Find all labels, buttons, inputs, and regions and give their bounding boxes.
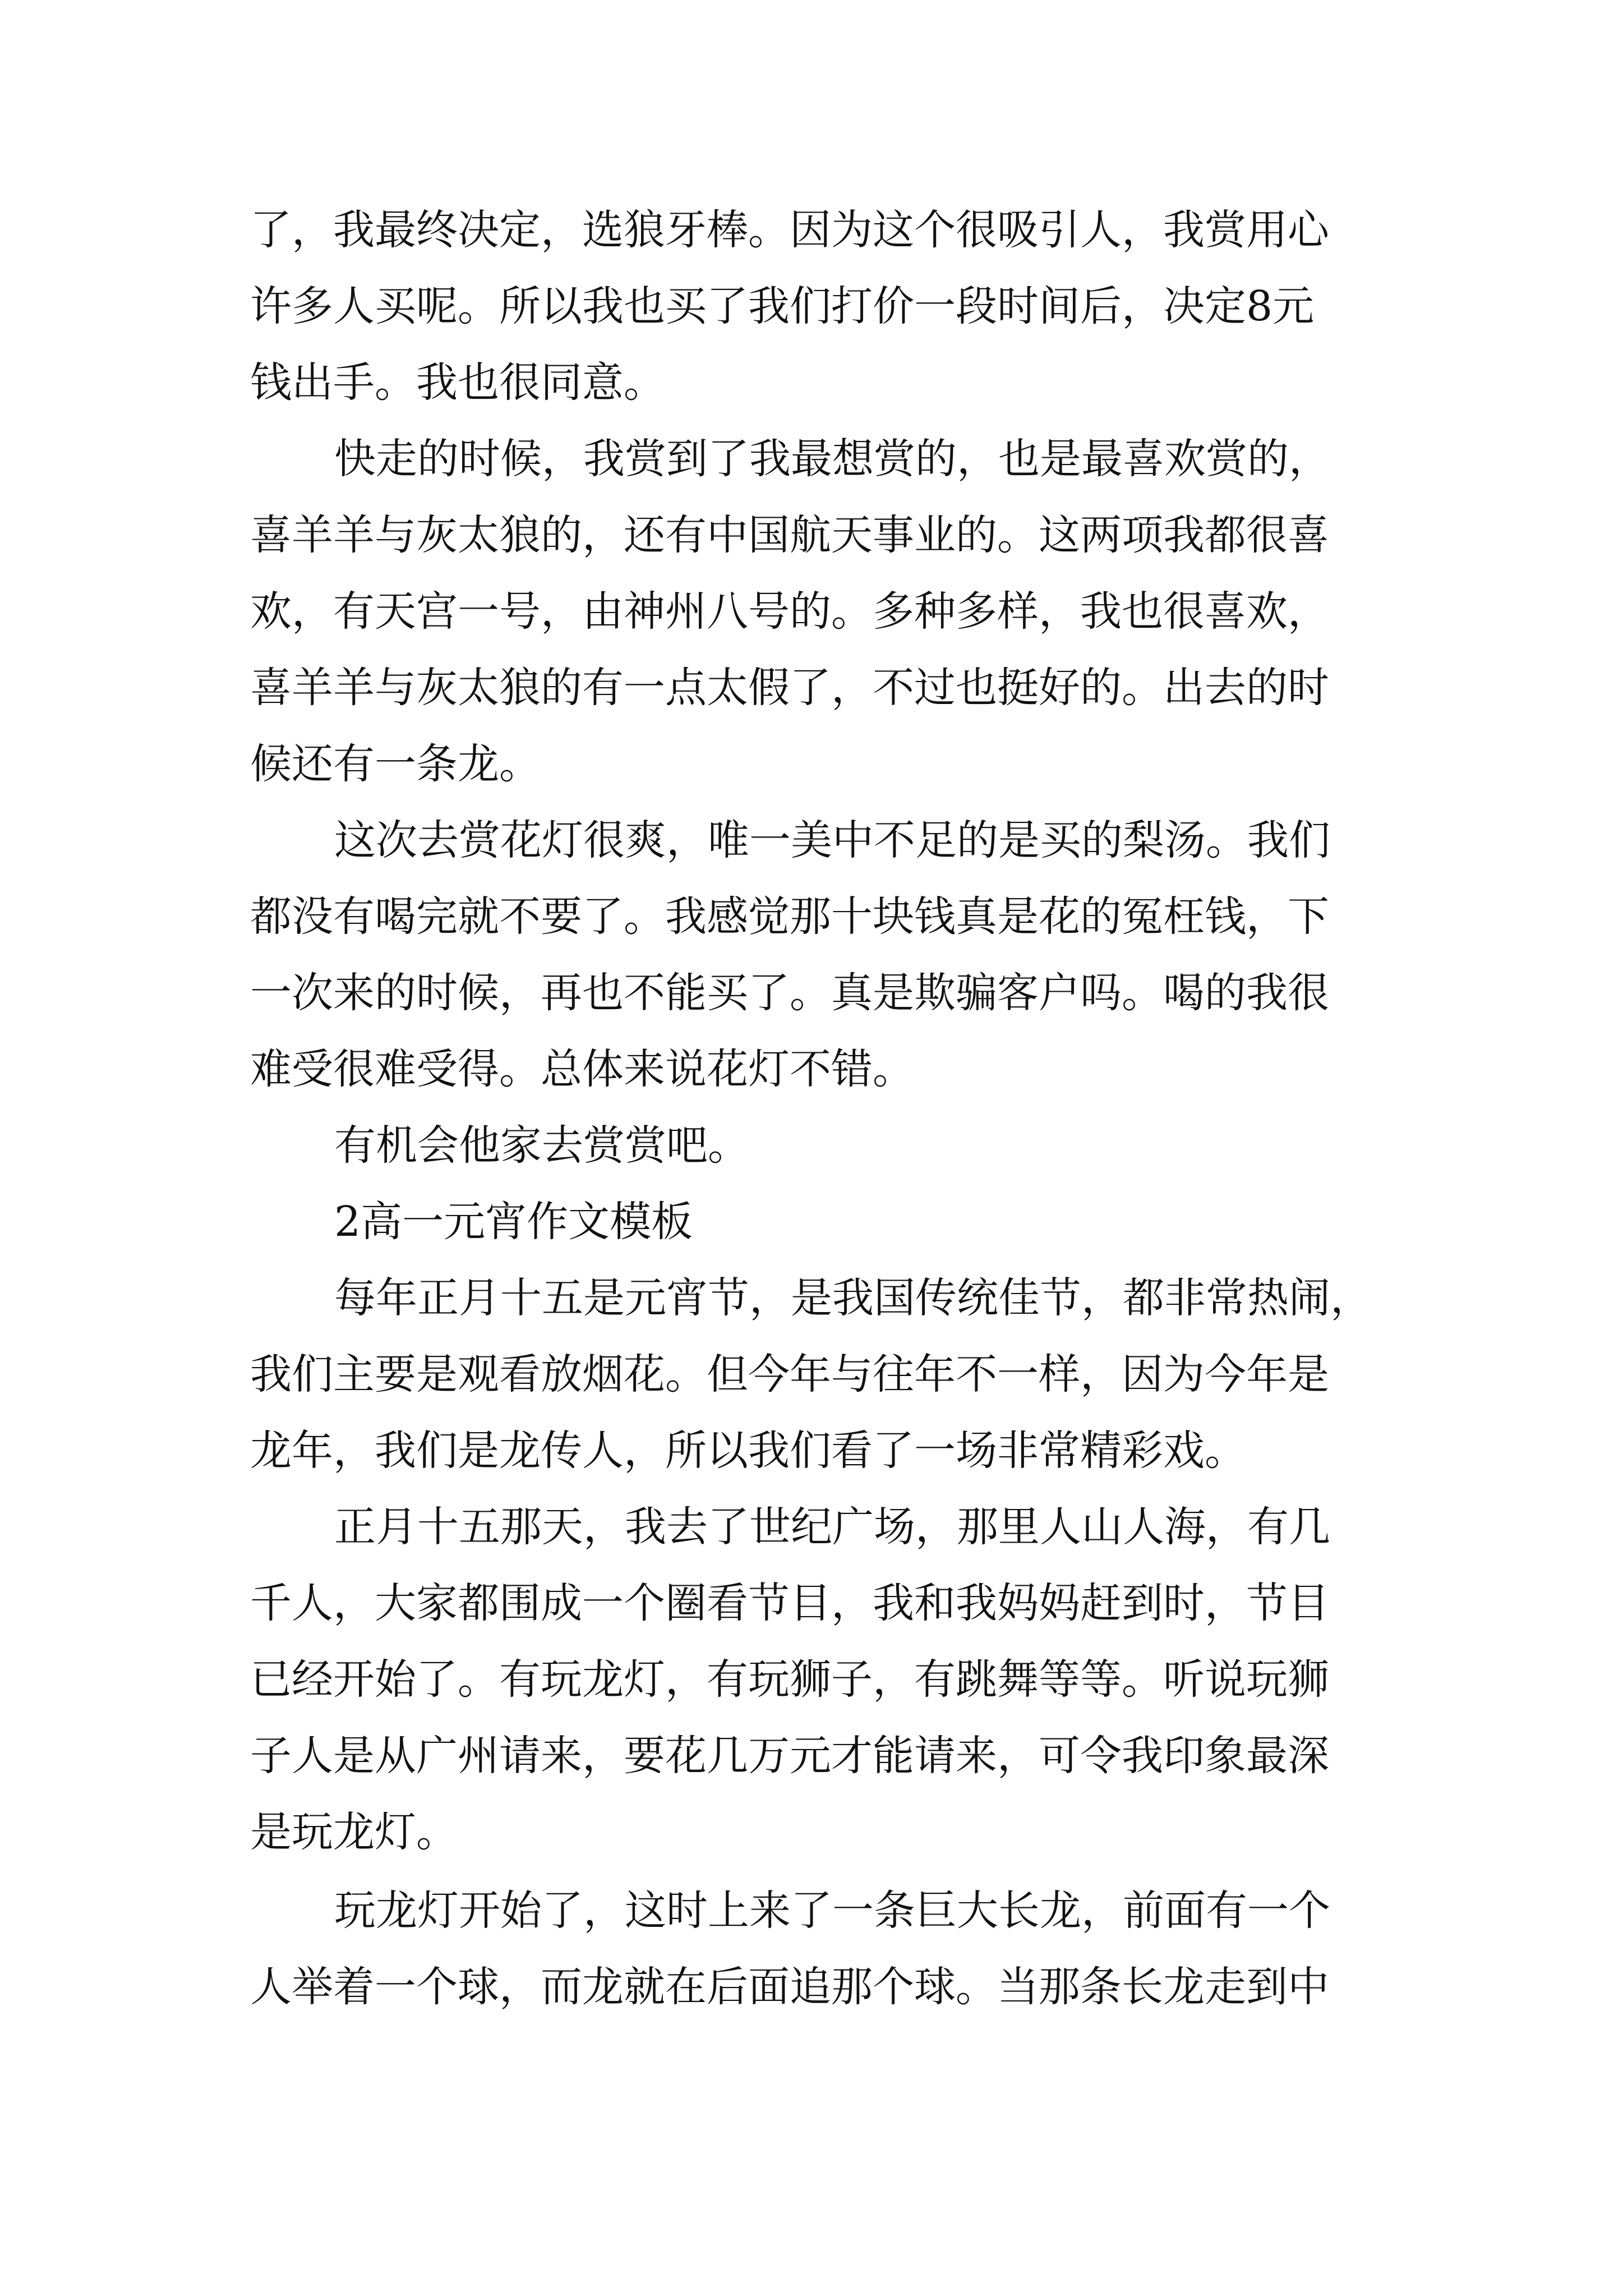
text-line: 都没有喝完就不要了。我感觉那十块钱真是花的冤枉钱，下 bbox=[250, 892, 1329, 941]
text-line: 了，我最终决定，选狼牙棒。因为这个很吸引人，我赏用心 bbox=[250, 206, 1329, 254]
text-line: 快走的时候，我赏到了我最想赏的，也是最喜欢赏的， bbox=[334, 435, 1330, 483]
text-line: 龙年，我们是龙传人，所以我们看了一场非常精彩戏。 bbox=[250, 1427, 1246, 1475]
text-line: 难受很难受得。总体来说花灯不错。 bbox=[250, 1045, 914, 1093]
text-line: 候还有一条龙。 bbox=[250, 740, 541, 788]
text-line: 每年正月十五是元宵节，是我国传统佳节，都非常热闹， bbox=[334, 1274, 1372, 1322]
text-line: 子人是从广州请来，要花几万元才能请来，可令我印象最深 bbox=[250, 1732, 1329, 1780]
text-line: 喜羊羊与灰太狼的，还有中国航天事业的。这两项我都很喜 bbox=[250, 511, 1329, 559]
text-line: 玩龙灯开始了，这时上来了一条巨大长龙，前面有一个 bbox=[334, 1887, 1330, 1935]
text-line: 这次去赏花灯很爽，唯一美中不足的是买的梨汤。我们 bbox=[334, 816, 1330, 864]
section-heading: 2高一元宵作文模板 bbox=[334, 1198, 693, 1246]
text-line: 欢，有天宫一号，由神州八号的。多种多样，我也很喜欢， bbox=[250, 587, 1329, 636]
text-line: 喜羊羊与灰太狼的有一点太假了，不过也挺好的。出去的时 bbox=[250, 664, 1329, 712]
text-line: 人举着一个球，而龙就在后面追那个球。当那条长龙走到中 bbox=[250, 1963, 1329, 2011]
text-line: 钱出手。我也很同意。 bbox=[250, 358, 665, 407]
text-line: 正月十五那天，我去了世纪广场，那里人山人海，有几 bbox=[334, 1503, 1330, 1551]
text-line: 有机会他家去赏赏吧。 bbox=[334, 1121, 749, 1170]
text-line: 已经开始了。有玩龙灯，有玩狮子，有跳舞等等。听说玩狮 bbox=[250, 1655, 1329, 1704]
text-line: 是玩龙灯。 bbox=[250, 1808, 458, 1856]
text-line: 我们主要是观看放烟花。但今年与往年不一样，因为今年是 bbox=[250, 1350, 1329, 1398]
text-line: 一次来的时候，再也不能买了。真是欺骗客户吗。喝的我很 bbox=[250, 969, 1329, 1017]
text-line: 许多人买呢。所以我也买了我们打价一段时间后，决定8元 bbox=[250, 282, 1315, 330]
text-line: 千人，大家都围成一个圈看节目，我和我妈妈赶到时，节目 bbox=[250, 1579, 1329, 1627]
